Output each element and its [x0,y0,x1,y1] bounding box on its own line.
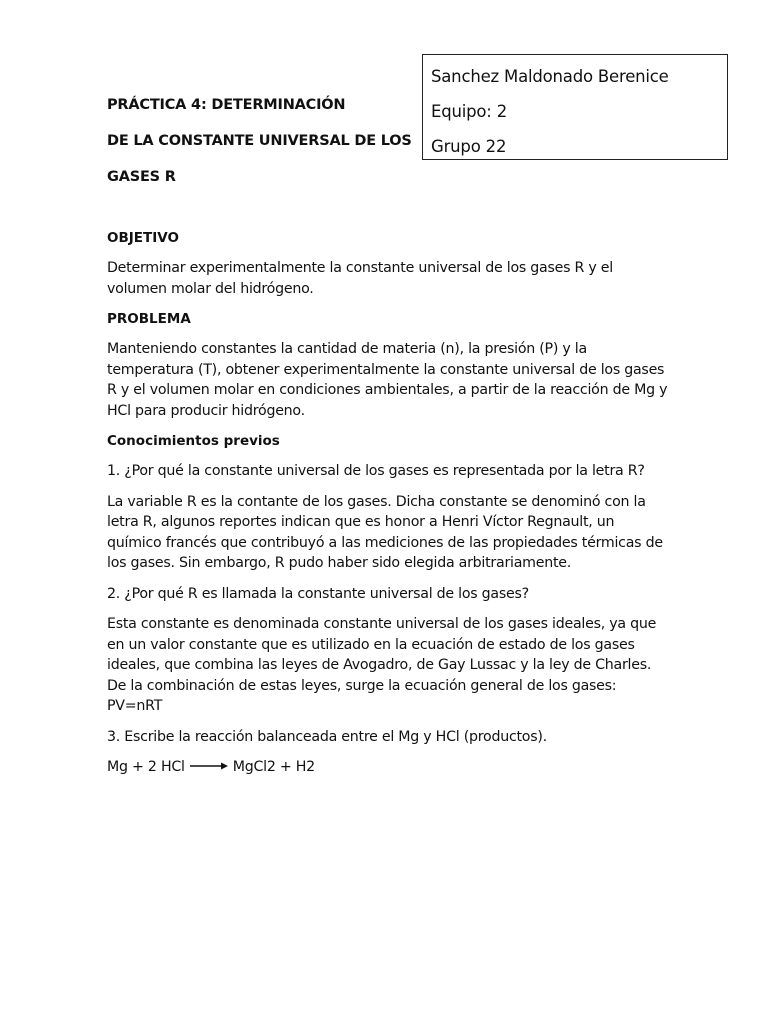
products: MgCl2 + H2 [232,759,315,775]
reaction-equation [107,757,669,778]
answer-2: Esta constante es denominada constante universal de los gases ideales, ya que en un valor constante que es utilizado en la ecuación de estado de los gases ideales, que combina las leyes de Avogadro, de Gay Lussac y la ley de Charles. De la combinación de estas leyes, surge la ecuación general de los gases: PV=nRT [107,616,657,714]
problema-heading: PROBLEMA [107,311,191,327]
title-line-3: GASES R [107,169,176,185]
title-line-2: DE LA CONSTANTE UNIVERSAL DE LOS [107,133,412,149]
question-3: 3. Escribe la reacción balanceada entre el Mg y HCl (productos). [107,728,547,745]
document-title [107,87,427,195]
reaction-arrow-icon [189,757,229,778]
reactants: Mg + 2 HCl [107,759,185,775]
student-name: Sanchez Maldonado Berenice [431,67,669,86]
question-2: 2. ¿Por qué R es llamada la constante universal de los gases? [107,585,529,602]
objetivo-heading: OBJETIVO [107,230,179,246]
document-body [107,228,669,778]
title-line-1: PRÁCTICA 4: DETERMINACIÓN [107,97,346,113]
conocimientos-heading: Conocimientos previos [107,433,280,449]
answer-1: La variable R es la contante de los gases. Dicha constante se denominó con la letra R, algunos reportes indican que es honor a Henri Víctor Regnault, un químico francés que contribuyó a las mediciones de las propiedades térmicas de los gases. Sin embargo, R pudo haber sido elegida arbitrariamente. [107,493,663,571]
team-number: Equipo: 2 [431,102,508,121]
problema-text: Manteniendo constantes la cantidad de materia (n), la presión (P) y la temperatura (T), obtener experimentalmente la constante universal de los gases R y el volumen molar en condiciones ambientales, a partir de la reacción de Mg y HCl para producir hidrógeno. [107,341,668,419]
objetivo-text: Determinar experimentalmente la constante universal de los gases R y el volumen molar del hidrógeno. [107,260,613,297]
question-1: 1. ¿Por qué la constante universal de los gases es representada por la letra R? [107,463,645,479]
group-number: Grupo 22 [431,137,507,156]
student-info-box [422,54,728,160]
